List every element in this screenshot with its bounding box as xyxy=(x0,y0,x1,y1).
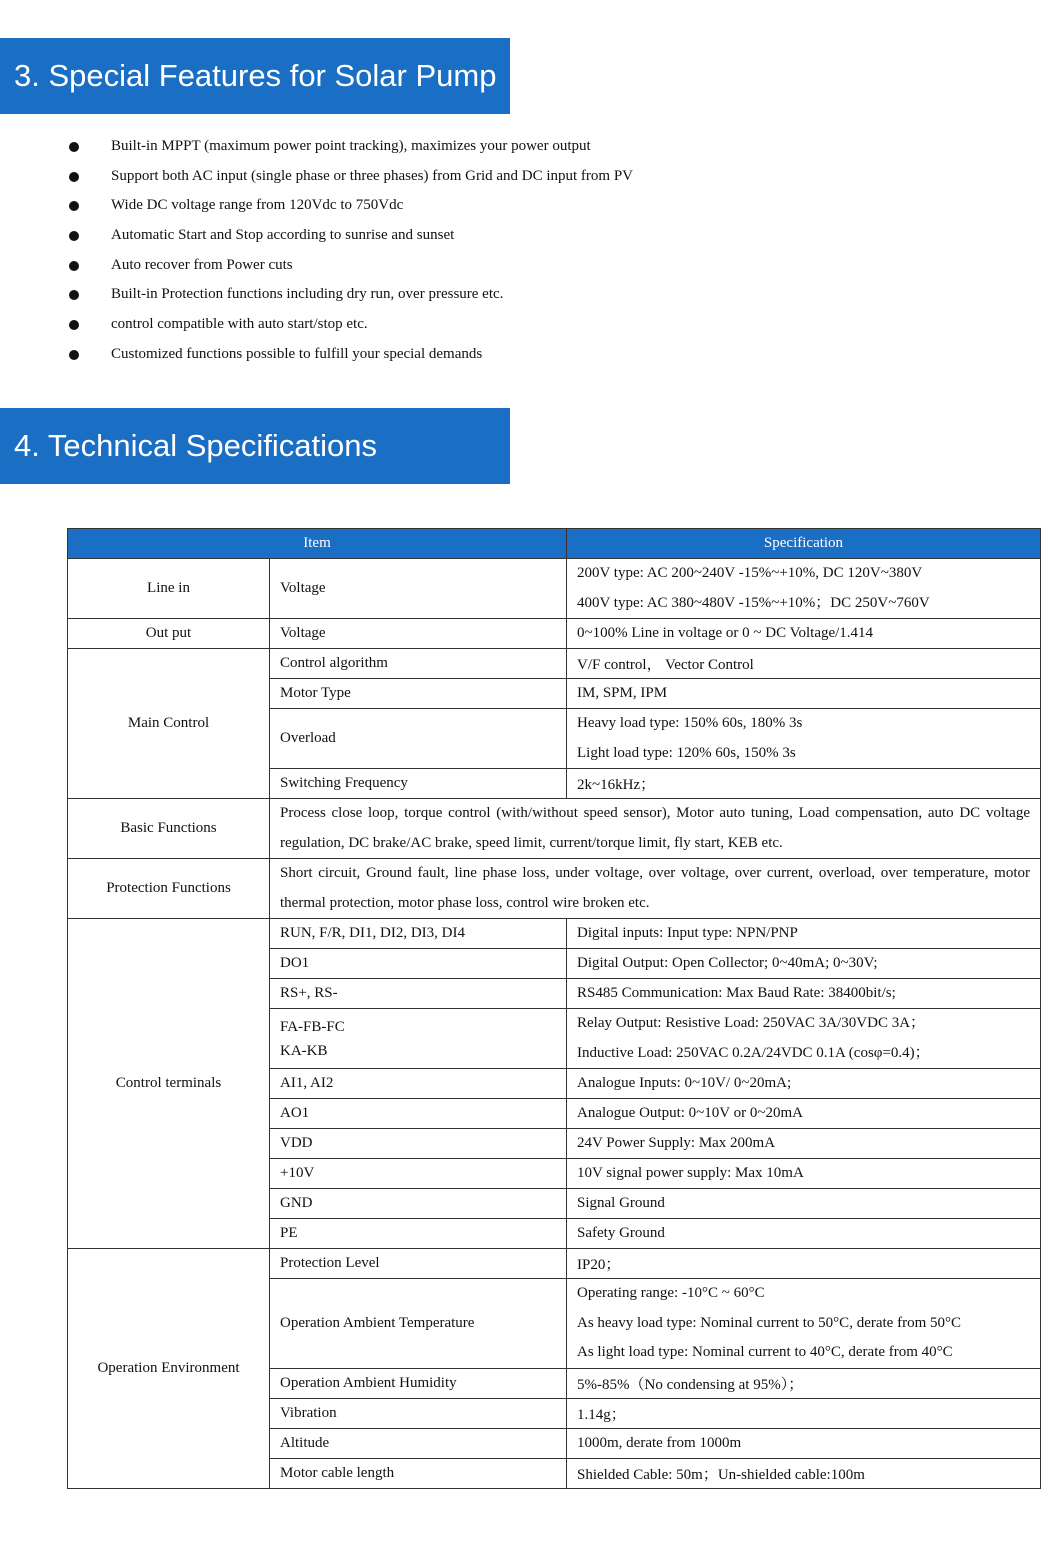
category-line-in: Line in xyxy=(68,559,270,619)
feature-text: Wide DC voltage range from 120Vdc to 750Vdc xyxy=(111,197,404,214)
category-main-control: Main Control xyxy=(68,649,270,799)
list-item xyxy=(68,132,633,162)
item-cell: DO1 xyxy=(270,949,567,979)
feature-text: Customized functions possible to fulfill your special demands xyxy=(111,345,483,362)
spec-cell xyxy=(567,1009,1041,1069)
feature-text: Built-in MPPT (maximum power point tracking), maximizes your power output xyxy=(111,138,591,154)
list-item xyxy=(68,221,633,251)
table-row xyxy=(68,799,1041,859)
spec-cell: 1.14g； xyxy=(567,1398,1041,1428)
item-line: FA-FB-FC xyxy=(280,1018,345,1035)
item-cell: AO1 xyxy=(270,1099,567,1129)
spec-line: Heavy load type: 150% 60s, 180% 3s xyxy=(577,715,803,731)
spec-cell: RS485 Communication: Max Baud Rate: 38400bit/s; xyxy=(567,979,1041,1009)
item-cell: Operation Ambient Temperature xyxy=(270,1279,567,1369)
item-cell: Overload xyxy=(270,709,567,769)
item-cell: Voltage xyxy=(270,559,567,619)
spec-line: Inductive Load: 250VAC 0.2A/24VDC 0.1A (cosφ=0.4)； xyxy=(577,1044,930,1061)
item-cell: AI1, AI2 xyxy=(270,1069,567,1099)
spec-cell: IP20； xyxy=(567,1249,1041,1279)
table-row xyxy=(68,559,1041,619)
bullet-icon xyxy=(69,142,79,152)
bullet-icon xyxy=(69,231,79,241)
feature-text: Support both AC input (single phase or three phases) from Grid and DC input from PV xyxy=(111,167,634,184)
table-row xyxy=(68,619,1041,649)
item-cell: RUN, F/R, DI1, DI2, DI3, DI4 xyxy=(270,919,567,949)
spec-cell xyxy=(567,709,1041,769)
feature-list xyxy=(68,132,633,370)
feature-text: control compatible with auto start/stop etc. xyxy=(111,316,368,333)
spec-cell: 5%-85%（No condensing at 95%）； xyxy=(567,1368,1041,1398)
header-item: Item xyxy=(68,529,567,559)
section-3-title: 3. Special Features for Solar Pump xyxy=(0,38,510,114)
spec-cell: 0~100% Line in voltage or 0 ~ DC Voltage/1.414 xyxy=(567,619,1041,649)
list-item xyxy=(68,251,633,281)
table-header-row xyxy=(68,529,1041,559)
bullet-icon xyxy=(69,320,79,330)
item-cell: GND xyxy=(270,1189,567,1219)
spec-cell: Analogue Inputs: 0~10V/ 0~20mA; xyxy=(567,1069,1041,1099)
category-out-put: Out put xyxy=(68,619,270,649)
category-basic-functions: Basic Functions xyxy=(68,799,270,859)
spec-cell: Digital inputs: Input type: NPN/PNP xyxy=(567,919,1041,949)
spec-cell: Shielded Cable: 50m；Un-shielded cable:100m xyxy=(567,1458,1041,1488)
list-item xyxy=(68,162,633,192)
table-row xyxy=(68,649,1041,679)
spec-table xyxy=(67,528,1041,1489)
spec-line: As light load type: Nominal current to 40°C, derate from 40°C xyxy=(577,1344,953,1360)
category-control-terminals: Control terminals xyxy=(68,919,270,1249)
item-cell: Protection Level xyxy=(270,1249,567,1279)
category-operation-environment: Operation Environment xyxy=(68,1249,270,1489)
list-item xyxy=(68,280,633,310)
spec-line: Relay Output: Resistive Load: 250VAC 3A/30VDC 3A； xyxy=(577,1015,926,1031)
spec-cell: 2k~16kHz； xyxy=(567,769,1041,799)
list-item xyxy=(68,340,633,370)
feature-text: Auto recover from Power cuts xyxy=(111,256,293,273)
header-specification: Specification xyxy=(567,529,1041,559)
list-item xyxy=(68,191,633,221)
section-4-title: 4. Technical Specifications xyxy=(0,408,510,484)
bullet-icon xyxy=(69,350,79,360)
spec-cell xyxy=(270,799,1041,859)
item-cell: Control algorithm xyxy=(270,649,567,679)
spec-cell: 1000m, derate from 1000m xyxy=(567,1428,1041,1458)
table-row xyxy=(68,859,1041,919)
item-cell xyxy=(270,1009,567,1069)
spec-line: Operating range: -10°C ~ 60°C xyxy=(577,1285,765,1301)
bullet-icon xyxy=(69,201,79,211)
spec-line: Light load type: 120% 60s, 150% 3s xyxy=(577,744,796,761)
spec-cell: Analogue Output: 0~10V or 0~20mA xyxy=(567,1099,1041,1129)
item-cell: Vibration xyxy=(270,1398,567,1428)
spec-cell xyxy=(270,859,1041,919)
spec-cell: Safety Ground xyxy=(567,1219,1041,1249)
spec-cell: IM, SPM, IPM xyxy=(567,679,1041,709)
spec-cell: 24V Power Supply: Max 200mA xyxy=(567,1129,1041,1159)
spec-cell: Digital Output: Open Collector; 0~40mA; 0~30V; xyxy=(567,949,1041,979)
item-cell: Motor Type xyxy=(270,679,567,709)
item-cell: RS+, RS- xyxy=(270,979,567,1009)
item-cell: Motor cable length xyxy=(270,1458,567,1488)
list-item xyxy=(68,310,633,340)
bullet-icon xyxy=(69,261,79,271)
item-cell: Voltage xyxy=(270,619,567,649)
spec-line: As heavy load type: Nominal current to 50°C, derate from 50°C xyxy=(577,1314,961,1331)
table-row xyxy=(68,1249,1041,1279)
spec-cell: V/F control， Vector Control xyxy=(567,649,1041,679)
item-cell: Switching Frequency xyxy=(270,769,567,799)
bullet-icon xyxy=(69,290,79,300)
spec-cell: Signal Ground xyxy=(567,1189,1041,1219)
item-cell: VDD xyxy=(270,1129,567,1159)
spec-line: 200V type: AC 200~240V -15%~+10%, DC 120V~380V xyxy=(577,565,923,581)
category-protection-functions: Protection Functions xyxy=(68,859,270,919)
spec-cell xyxy=(567,559,1041,619)
feature-text: Automatic Start and Stop according to sunrise and sunset xyxy=(111,227,455,244)
bullet-icon xyxy=(69,172,79,182)
spec-text: Process close loop, torque control (with/without speed sensor), Motor auto tuning, Load compensation, auto DC voltage regulation, DC brake/AC brake, speed limit, current/torque limit, fly start, KEB etc. xyxy=(280,805,1030,851)
item-cell: +10V xyxy=(270,1159,567,1189)
table-row xyxy=(68,919,1041,949)
spec-text: Short circuit, Ground fault, line phase loss, under voltage, over voltage, over current, overload, over temperature, motor thermal protection, motor phase loss, control wire broken etc. xyxy=(280,865,1030,911)
item-line: KA-KB xyxy=(280,1042,328,1059)
spec-line: 400V type: AC 380~480V -15%~+10%；DC 250V~760V xyxy=(577,594,930,611)
item-cell: Altitude xyxy=(270,1428,567,1458)
spec-cell xyxy=(567,1279,1041,1369)
feature-text: Built-in Protection functions including dry run, over pressure etc. xyxy=(111,286,504,303)
item-cell: PE xyxy=(270,1219,567,1249)
spec-cell: 10V signal power supply: Max 10mA xyxy=(567,1159,1041,1189)
item-cell: Operation Ambient Humidity xyxy=(270,1368,567,1398)
